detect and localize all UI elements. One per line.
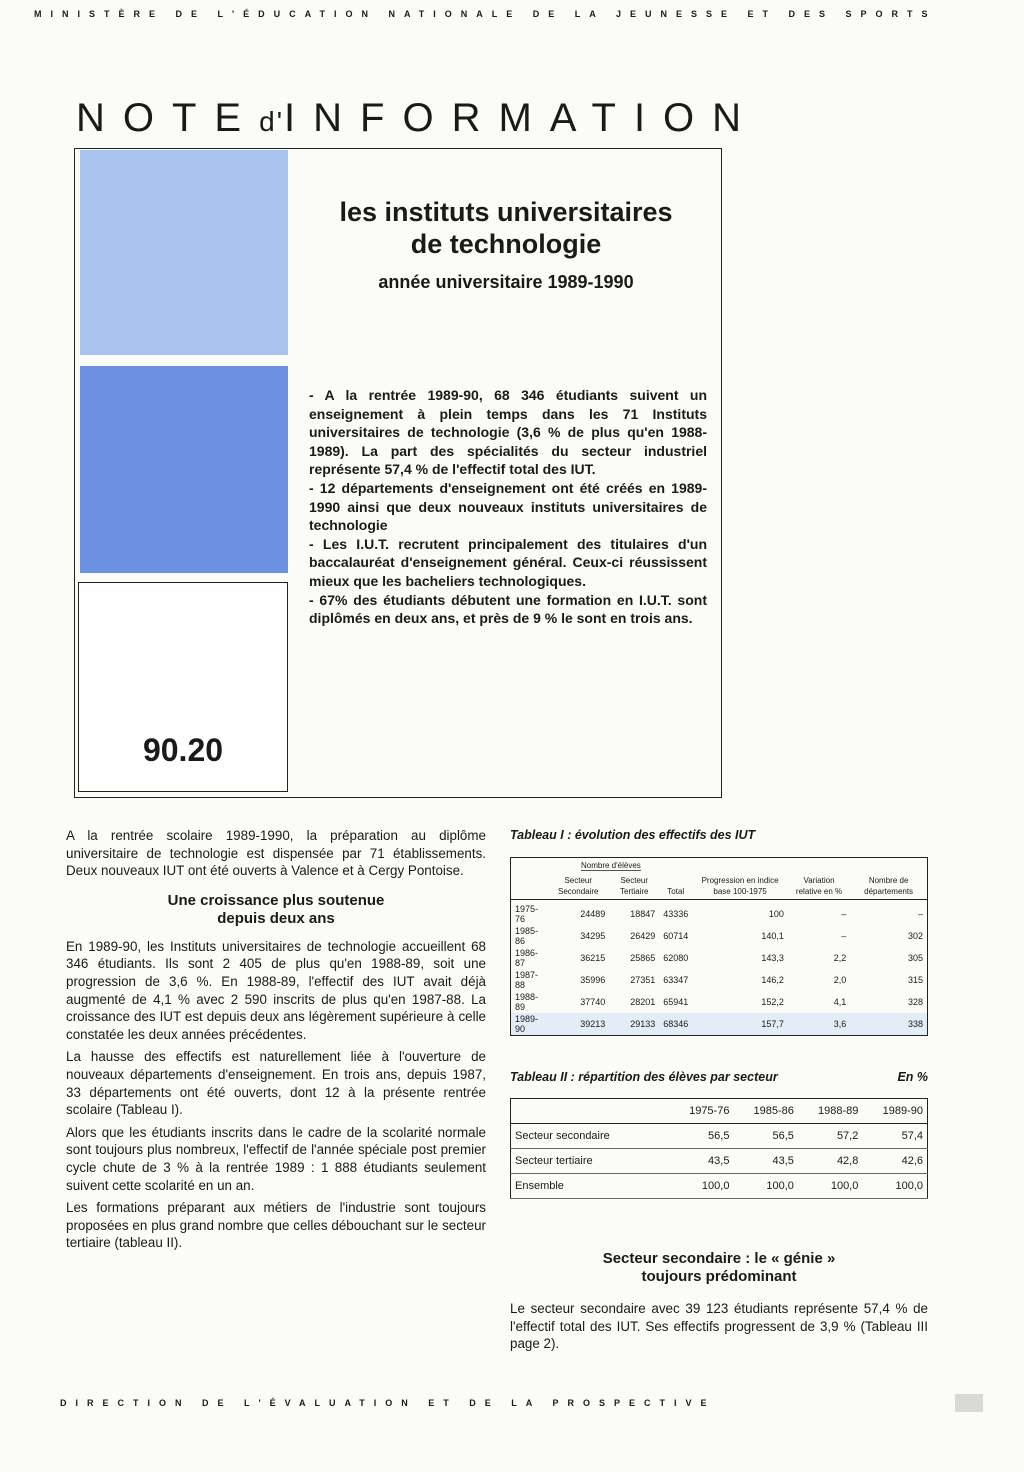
- body-paragraph: En 1989-90, les Instituts universitaires de technologie accueillent 68 346 étudiants. Ils sont 2 405 de plus qu'en 1988-89, soit une progression de 3,6 %. En 1988-89, l'effectif des IUT avait déjà augmenté de 4,1 % avec 2 590 inscrits de plus qu'en 1987-88. La croissance des IUT est depuis deux ans légèrement supérieure à celle constatée les deux années précédentes.: [66, 938, 486, 1042]
- table-cell-ter: 28201: [630, 997, 656, 1007]
- table1-caption: Tableau I : évolution des effectifs des IUT: [510, 828, 756, 842]
- right-column-text: [510, 1300, 928, 1358]
- table-cell-ter: 26429: [630, 931, 656, 941]
- table-cell-ter: 25865: [630, 953, 656, 963]
- table-cell-value: 57,4: [862, 1124, 927, 1149]
- table-cell-value: 42,6: [862, 1149, 927, 1174]
- table1-col-departements: Nombre de départements: [864, 876, 914, 896]
- table-cell-prog: 152,2: [761, 997, 784, 1007]
- table-cell-total: 60714: [663, 931, 689, 941]
- table-row: [511, 1149, 928, 1174]
- summary-item: - 67% des étudiants débutent une formation en I.U.T. sont diplômés en deux ans, et près de 9 % le sont en trois ans.: [309, 591, 707, 627]
- table-cell-sec: 36215: [580, 953, 606, 963]
- table2-repartition: [510, 1098, 928, 1199]
- table-cell-prog: 140,1: [761, 931, 784, 941]
- section-heading-line: Secteur secondaire : le « génie »: [602, 1250, 836, 1267]
- table-cell-ter: 27351: [630, 975, 656, 985]
- table-cell-sec: 37740: [580, 997, 606, 1007]
- masthead-note: NOTE: [76, 96, 260, 140]
- section-heading-secondaire: [510, 1250, 928, 1286]
- table-cell-value: 56,5: [669, 1124, 733, 1149]
- table-cell-var: –: [841, 931, 847, 941]
- ministry-header: MINISTÈRE DE L'ÉDUCATION NATIONALE DE LA JEUNESSE ET DES SPORTS: [34, 9, 937, 19]
- table-row: [511, 925, 928, 947]
- table-cell-ter: 18847: [630, 909, 656, 919]
- table-cell-var: 4,1: [833, 997, 847, 1007]
- table-cell-year: 1985-86: [515, 926, 539, 946]
- table-row: [511, 900, 928, 926]
- decorative-blue-block: [80, 366, 288, 573]
- table2-body: [511, 1124, 928, 1199]
- table1-col-progression: Progression en indice base 100-1975: [701, 876, 779, 896]
- table-cell-var: 2,0: [833, 975, 847, 985]
- body-paragraph: Les formations préparant aux métiers de l'industrie sont toujours proposées en plus grand nombre que celles débouchant sur le secteur tertiaire (tableau II).: [66, 1200, 486, 1251]
- table-cell-value: 43,5: [669, 1149, 733, 1174]
- table-cell-prog: 143,3: [761, 953, 784, 963]
- table1-col-tertiaire: Secteur Tertiaire: [620, 876, 649, 896]
- intro-paragraph: A la rentrée scolaire 1989-1990, la préparation au diplôme universitaire de technologie est dispensée par 71 établissements. Deux nouveaux IUT ont été ouverts à Valence et à Cergy Pontoise.: [66, 828, 486, 879]
- table1-col-variation: Variation relative en %: [795, 876, 843, 896]
- body-paragraph: La hausse des effectifs est naturellement liée à l'ouverture de nouveaux départements d'enseignement. En trois ans, depuis 1987, 33 départements ont été ouverts, dont 12 à la présente rentrée scolaire (Tableau I).: [66, 1049, 486, 1118]
- table-cell-value: 100,0: [798, 1174, 862, 1199]
- table-cell-sec: 24489: [580, 909, 606, 919]
- table-row-label: Ensemble: [511, 1174, 670, 1199]
- table-cell-sec: 39213: [580, 1019, 606, 1029]
- table-row-label: Secteur secondaire: [511, 1124, 670, 1149]
- table-cell-total: 63347: [663, 975, 689, 985]
- document-title-line-2: de technologie: [410, 229, 602, 259]
- table-row: [511, 969, 928, 991]
- table-row: [511, 947, 928, 969]
- table-cell-dep: 315: [907, 975, 923, 985]
- document-subtitle: année universitaire 1989-1990: [378, 272, 634, 292]
- table-cell-value: 100,0: [733, 1174, 797, 1199]
- masthead-title: [76, 96, 759, 141]
- table-cell-total: 68346: [663, 1019, 689, 1029]
- table-row: [511, 1013, 928, 1036]
- table-cell-value: 100,0: [862, 1174, 927, 1199]
- table1-group-header: [511, 858, 693, 874]
- table-cell-value: 56,5: [733, 1124, 797, 1149]
- table2-title: Tableau II : répartition des élèves par secteur: [510, 1070, 778, 1084]
- table1-col-secondaire: Secteur Secondaire: [558, 876, 599, 896]
- table-cell-value: 100,0: [669, 1174, 733, 1199]
- document-title-line-1: les instituts universitaires: [339, 197, 673, 227]
- table-cell-prog: 146,2: [761, 975, 784, 985]
- table-cell-dep: –: [917, 909, 923, 919]
- table-row: [511, 1174, 928, 1199]
- masthead-information: INFORMATION: [284, 96, 760, 140]
- decorative-light-blue-block: [80, 150, 288, 355]
- table-row: [511, 1124, 928, 1149]
- table-cell-dep: 302: [907, 931, 923, 941]
- table2-year: 1985-86: [733, 1099, 797, 1124]
- body-paragraph: Le secteur secondaire avec 39 123 étudiants représente 57,4 % de l'effectif total des IUT. Ses effectifs progressent de 3,9 % (Tableau III page 2).: [510, 1301, 928, 1352]
- summary-block: [309, 386, 707, 628]
- title-block: [296, 196, 716, 293]
- section-heading-line: depuis deux ans: [217, 909, 335, 927]
- table-cell-year: 1986-87: [515, 948, 539, 968]
- table-cell-sec: 35996: [580, 975, 606, 985]
- table-cell-year: 1987-88: [515, 970, 539, 990]
- left-column: [66, 827, 486, 1257]
- table-cell-value: 42,8: [798, 1149, 862, 1174]
- table-cell-var: –: [841, 909, 847, 919]
- table-cell-total: 65941: [663, 997, 689, 1007]
- table-cell-dep: 338: [907, 1019, 923, 1029]
- table-cell-ter: 29133: [630, 1019, 656, 1029]
- table-cell-total: 43336: [663, 909, 689, 919]
- table2-year: 1975-76: [669, 1099, 733, 1124]
- table-cell-total: 62080: [663, 953, 689, 963]
- table2-unit: En %: [897, 1070, 928, 1084]
- issue-number: 90.20: [142, 732, 224, 768]
- masthead-d: d': [259, 106, 285, 137]
- table1-group-label: Nombre d'élèves: [581, 861, 641, 870]
- table-cell-year: 1975-76: [515, 904, 539, 924]
- section-heading-line: Une croissance plus soutenue: [167, 891, 385, 909]
- table1-body: [511, 900, 928, 1036]
- summary-item: - Les I.U.T. recrutent principalement des titulaires d'un baccalauréat d'enseignement général. Ceux-ci réussissent mieux que les bacheliers technologiques.: [309, 535, 707, 589]
- table2-year: 1989-90: [862, 1099, 927, 1124]
- table-cell-dep: 328: [907, 997, 923, 1007]
- summary-item: - A la rentrée 1989-90, 68 346 étudiants suivent un enseignement à plein temps dans les 71 Instituts universitaires de technologie (3,6 % de plus qu'en 1988-1989). La part des spécialités du secteur industriel représente 57,4 % de l'effectif total des IUT.: [309, 387, 707, 478]
- table-row-label: Secteur tertiaire: [511, 1149, 670, 1174]
- table-cell-prog: 100: [768, 909, 784, 919]
- table-cell-year: 1989-90: [515, 1014, 539, 1034]
- table-cell-value: 57,2: [798, 1124, 862, 1149]
- table-cell-sec: 34295: [580, 931, 606, 941]
- summary-item: - 12 départements d'enseignement ont été créés en 1989-1990 ainsi que deux nouveaux instituts universitaires de technologie: [309, 479, 707, 534]
- body-paragraph: Alors que les étudiants inscrits dans le cadre de la scolarité normale sont toujours plus nombreux, l'effectif de l'année spéciale post premier cycle chute de 3 % à la rentrée 1989 : 1 888 étudiants seulement suivent cette scolarité en un an.: [66, 1124, 486, 1193]
- table2-caption: [510, 1070, 928, 1084]
- section-heading-line: toujours prédominant: [641, 1268, 797, 1285]
- table-cell-dep: 305: [907, 953, 923, 963]
- table1-col-total: Total: [667, 887, 685, 896]
- table1-col-year: [511, 873, 548, 900]
- page-corner-mark: [955, 1394, 983, 1412]
- table-row: [511, 991, 928, 1013]
- table-cell-var: 2,2: [833, 953, 847, 963]
- table-cell-year: 1988-89: [515, 992, 539, 1012]
- table-cell-value: 43,5: [733, 1149, 797, 1174]
- footer-direction: DIRECTION DE L'ÉVALUATION ET DE LA PROSPECTIVE: [60, 1398, 716, 1408]
- table2-year: 1988-89: [798, 1099, 862, 1124]
- table-cell-var: 3,6: [833, 1019, 847, 1029]
- section-heading-croissance: [66, 892, 486, 928]
- table-cell-prog: 157,7: [761, 1019, 784, 1029]
- table1-effectifs: [510, 857, 928, 1036]
- table2-corner: [511, 1099, 670, 1124]
